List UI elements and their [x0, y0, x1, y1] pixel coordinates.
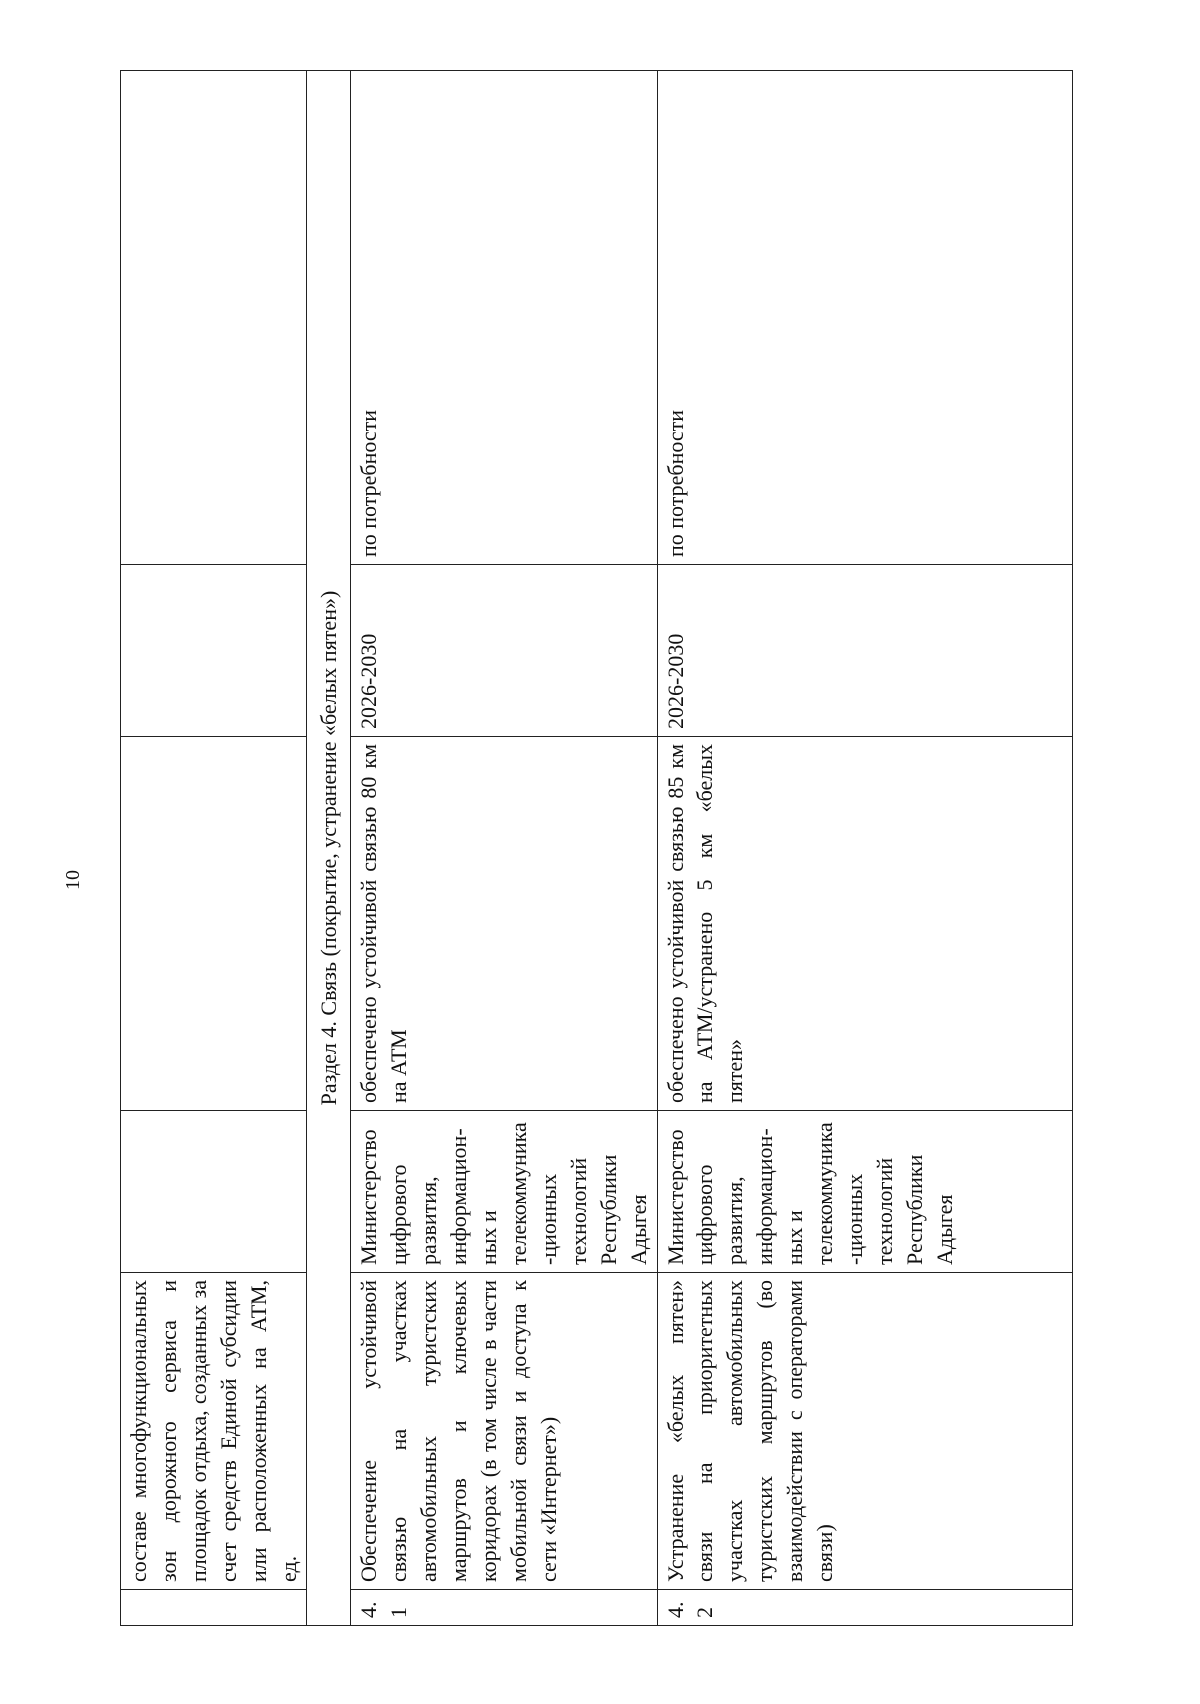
row-number: 4.2 — [657, 1590, 1073, 1626]
table-row — [351, 71, 657, 1626]
note-cell: по потребности — [351, 71, 657, 565]
row-number: 4.1 — [351, 1590, 657, 1626]
cell-result-empty — [121, 737, 307, 1111]
section-header-row — [307, 71, 351, 1626]
period-cell: 2026-2030 — [657, 565, 1073, 737]
cell-executor-empty — [121, 1111, 307, 1273]
period-cell: 2026-2030 — [351, 565, 657, 737]
measure-cell: Устранение «белых пятен» связи на приоритетных участках автомобильных туристских маршрутов (во взаимодействии с операторами связи) — [657, 1273, 1073, 1590]
note-cell: по потребности — [657, 71, 1073, 565]
executor-cell: Министерство цифрового развития, информацион-ных и телекоммуника-ционных технологий Республики Адыгея — [657, 1111, 1073, 1273]
page-number: 10 — [62, 870, 84, 890]
cell-measure-continued: составе многофункциональных зон дорожного сервиса и площадок отдыха, созданных за счет средств Единой субсидии или расположенных на АТМ, ед. — [121, 1273, 307, 1590]
table-row — [657, 71, 1073, 1626]
cell-num-empty — [121, 1590, 307, 1626]
cell-period-empty — [121, 565, 307, 737]
measure-cell: Обеспечение устойчивой связью на участках автомобильных туристских маршрутов и ключевых коридорах (в том числе в части мобильной связи и доступа к сети «Интернет») — [351, 1273, 657, 1590]
table-row-continued — [121, 71, 307, 1626]
section-title: Раздел 4. Связь (покрытие, устранение «белых пятен») — [307, 71, 351, 1626]
result-cell: обеспечено устойчивой связью 80 км на АТМ — [351, 737, 657, 1111]
cell-financing-empty — [121, 71, 307, 565]
measures-table — [120, 70, 1073, 1626]
executor-cell: Министерство цифрового развития, информацион-ных и телекоммуника-ционных технологий Республики Адыгея — [351, 1111, 657, 1273]
table-container — [120, 71, 1073, 1626]
result-cell: обеспечено устойчивой связью 85 км на АТМ/устранено 5 км «белых пятен» — [657, 737, 1073, 1111]
